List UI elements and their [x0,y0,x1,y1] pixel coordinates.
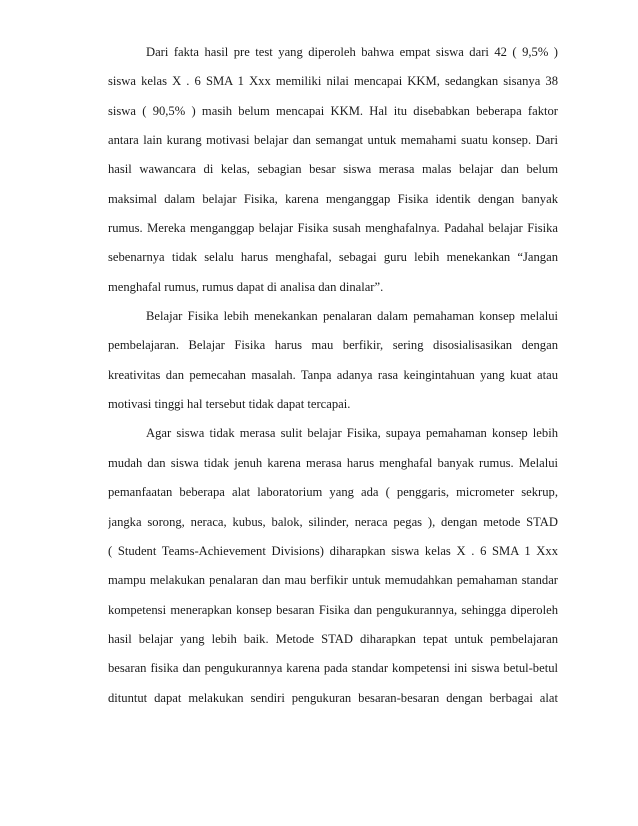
text-line: besaran fisika dan pengukurannya karena pada standar kompetensi ini siswa betul-betul [108,661,558,676]
text-line: maksimal dalam belajar Fisika, karena menganggap Fisika identik dengan banyak [108,191,558,206]
text-line: mudah dan siswa tidak jenuh karena merasa harus menghafal banyak rumus. Melalui [108,455,558,470]
text-line: siswa kelas X . 6 SMA 1 Xxx memiliki nilai mencapai KKM, sedangkan sisanya 38 [108,74,558,89]
text-line: Belajar Fisika lebih menekankan penalaran dalam pemahaman konsep melalui [146,309,558,324]
text-line: menghafal rumus, rumus dapat di analisa dan dinalar”. [108,279,384,294]
paragraph-2 [108,302,558,419]
paragraph-1 [108,38,558,302]
paragraph-3 [108,419,558,712]
text-line: dituntut dapat melakukan sendiri pengukuran besaran-besaran dengan berbagai alat [108,690,558,705]
text-line: hasil belajar yang lebih baik. Metode STAD diharapkan tepat untuk pembelajaran [108,631,558,646]
text-line: pemanfaatan beberapa alat laboratorium yang ada ( penggaris, micrometer sekrup, [108,485,558,500]
text-line: kompetensi menerapkan konsep besaran Fisika dan pengukurannya, sehingga diperoleh [108,602,558,617]
document-page [108,38,558,713]
text-line: Dari fakta hasil pre test yang diperoleh bahwa empat siswa dari 42 ( 9,5% ) [146,45,558,59]
text-line: siswa ( 90,5% ) masih belum mencapai KKM. Hal itu disebabkan beberapa faktor [108,103,558,118]
text-line: kreativitas dan pemecahan masalah. Tanpa adanya rasa keingintahuan yang kuat atau [108,367,558,382]
text-line: antara lain kurang motivasi belajar dan semangat untuk memahami suatu konsep. Dari [108,133,558,148]
text-line: ( Student Teams-Achievement Divisions) diharapkan siswa kelas X . 6 SMA 1 Xxx [108,543,558,558]
text-line: hasil wawancara di kelas, sebagian besar siswa merasa malas belajar dan belum [108,162,558,177]
text-line: jangka sorong, neraca, kubus, balok, silinder, neraca pegas ), dengan metode STAD [108,514,558,529]
text-line: mampu melakukan penalaran dan mau berfikir untuk memudahkan pemahaman standar [108,573,558,588]
text-line: sebenarnya tidak selalu harus menghafal, sebagai guru lebih menekankan “Jangan [108,250,558,265]
text-line: rumus. Mereka menganggap belajar Fisika susah menghafalnya. Padahal belajar Fisika [108,221,558,236]
text-line: pembelajaran. Belajar Fisika harus mau berfikir, sering disosialisasikan dengan [108,338,558,353]
text-line: Agar siswa tidak merasa sulit belajar Fisika, supaya pemahaman konsep lebih [146,426,558,441]
text-line: motivasi tinggi hal tersebut tidak dapat tercapai. [108,397,351,412]
